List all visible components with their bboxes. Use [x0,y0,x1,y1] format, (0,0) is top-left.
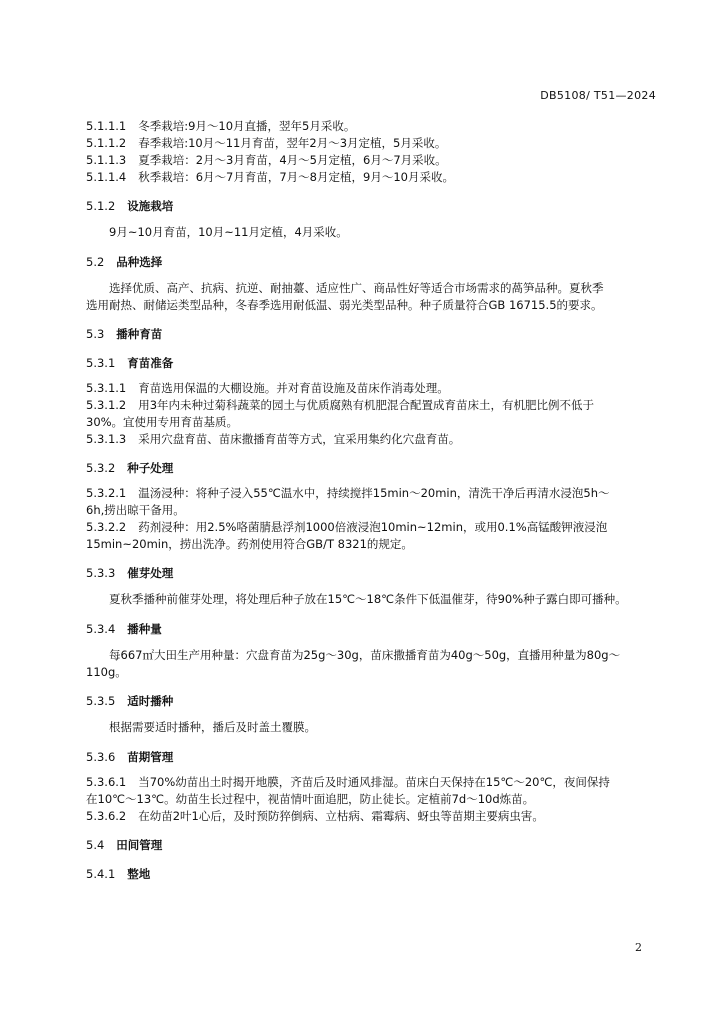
clause-continuation: 在10℃～13℃。幼苗生长过程中，视苗情叶面追肥，防止徒长。定植前7d～10d炼苗。 [86,791,535,806]
section-number: 5.3.1 [86,356,116,370]
clause-text: 夏季栽培：2月～3月育苗，4月～5月定植，6月～7月采收。 [138,153,447,167]
section-heading [86,866,658,883]
section-heading [86,837,658,854]
clause-text: 冬季栽培:9月～10月直播，翌年5月采收。 [138,119,356,133]
clause-item [86,397,658,414]
paragraph: 9月~10月育苗，10月~11月定植，4月采收。 [109,225,348,239]
section-title: 田间管理 [116,837,163,852]
paragraph: 根据需要适时播种，播后及时盖土覆膜。 [109,720,316,734]
section-title: 育苗准备 [127,356,174,370]
section-number: 5.2 [86,254,105,269]
clause-number: 5.3.1.3 [86,432,127,446]
clause-text: 药剂浸种：用2.5%咯菌腈悬浮剂1000倍液浸泡10min~12min，或用0.1%高锰酸钾液浸泡 [138,520,608,534]
clause-item [86,135,658,152]
section-title: 播种量 [127,621,162,636]
clause-number: 5.3.6.1 [86,774,127,789]
clause-number: 5.1.1.3 [86,153,127,167]
clause-continuation: 6h,捞出晾干备用。 [86,503,185,517]
section-heading [86,326,658,343]
paragraph: 夏秋季播种前催芽处理，将处理后种子放在15℃～18℃条件下低温催芽，待90%种子露白即可播种。 [109,592,627,606]
clause-text: 采用穴盘育苗、苗床撒播育苗等方式，宜采用集约化穴盘育苗。 [138,432,461,446]
section-title: 苗期管理 [127,749,174,764]
section-number: 5.3 [86,327,105,341]
section-number: 5.4.1 [86,866,116,881]
clause-number: 5.3.1.1 [86,381,127,395]
clause-item [86,808,658,825]
clause-text: 春季栽培:10月～11月育苗，翌年2月～3月定植，5月采收。 [138,136,447,150]
clause-text: 温汤浸种：将种子浸入55℃温水中，持续搅拌15min～20min，清洗干净后再清水浸泡5h～ [138,486,610,500]
clause-number: 5.3.2.2 [86,520,127,534]
clause-item [86,152,658,169]
clause-continuation: 30%。宜使用专用育苗基质。 [86,415,239,429]
clause-text: 秋季栽培：6月～7月育苗，7月～8月定植，9月～10月采收。 [138,170,454,184]
section-title: 催芽处理 [127,566,174,580]
section-heading [86,460,658,477]
clause-number: 5.1.1.4 [86,170,127,184]
section-heading [86,749,658,766]
clause-number: 5.3.1.2 [86,398,127,412]
section-heading [86,565,658,582]
section-title: 品种选择 [116,254,163,269]
section-title: 适时播种 [127,694,174,708]
section-title: 设施栽培 [127,199,174,213]
page-number: 2 [635,941,642,954]
section-heading [86,621,658,638]
section-heading [86,254,658,271]
paragraph-line: 选用耐热、耐储运类型品种，冬春季选用耐低温、弱光类型品种。种子质量符合GB 16715.5的要求。 [86,298,603,312]
section-title: 播种育苗 [116,327,163,341]
clause-continuation: 15min~20min，捞出洗净。药剂使用符合GB/T 8321的规定。 [86,537,413,551]
paragraph-line: 选择优质、高产、抗病、抗逆、耐抽薹、适应性广、商品性好等适合市场需求的萵笋品种。夏秋季 [109,280,604,295]
document-body [86,118,658,883]
section-title: 整地 [127,866,151,881]
clause-text: 当70%幼苗出土时揭开地膜，齐苗后及时通风排湿。苗床白天保持在15℃～20℃，夜间保持 [138,774,610,789]
section-number: 5.1.2 [86,199,116,213]
clause-item [86,118,658,135]
section-number: 5.3.3 [86,566,116,580]
paragraph-line: 每667㎡大田生产用种量：穴盘育苗为25g～30g，苗床撒播育苗为40g～50g，直播用种量为80g～ [109,647,621,662]
clause-text: 在幼苗2叶1心后，及时预防猝倒病、立枯病、霜霉病、蚜虫等苗期主要病虫害。 [138,808,544,823]
clause-item [86,380,658,397]
clause-number: 5.1.1.2 [86,136,127,150]
section-number: 5.3.5 [86,694,116,708]
clause-text: 育苗选用保温的大棚设施。并对育苗设施及苗床作消毒处理。 [138,381,449,395]
paragraph-line: 110g。 [86,665,127,679]
section-number: 5.4 [86,837,105,852]
standard-code-header: DB5108/ T51—2024 [540,89,656,102]
clause-item [86,774,658,791]
section-number: 5.3.4 [86,621,116,636]
section-heading [86,693,658,710]
section-number: 5.3.6 [86,749,116,764]
clause-number: 5.3.6.2 [86,808,127,823]
section-heading [86,355,658,372]
clause-text: 用3年内未种过菊科蔬菜的园土与优质腐熟有机肥混合配置成育苗床土，有机肥比例不低于 [138,398,595,412]
clause-item [86,431,658,448]
section-title: 种子处理 [127,461,174,475]
clause-number: 5.3.2.1 [86,486,127,500]
clause-item [86,169,658,186]
clause-number: 5.1.1.1 [86,119,127,133]
clause-item [86,519,658,536]
clause-item [86,485,658,502]
section-heading [86,198,658,215]
section-number: 5.3.2 [86,461,116,475]
